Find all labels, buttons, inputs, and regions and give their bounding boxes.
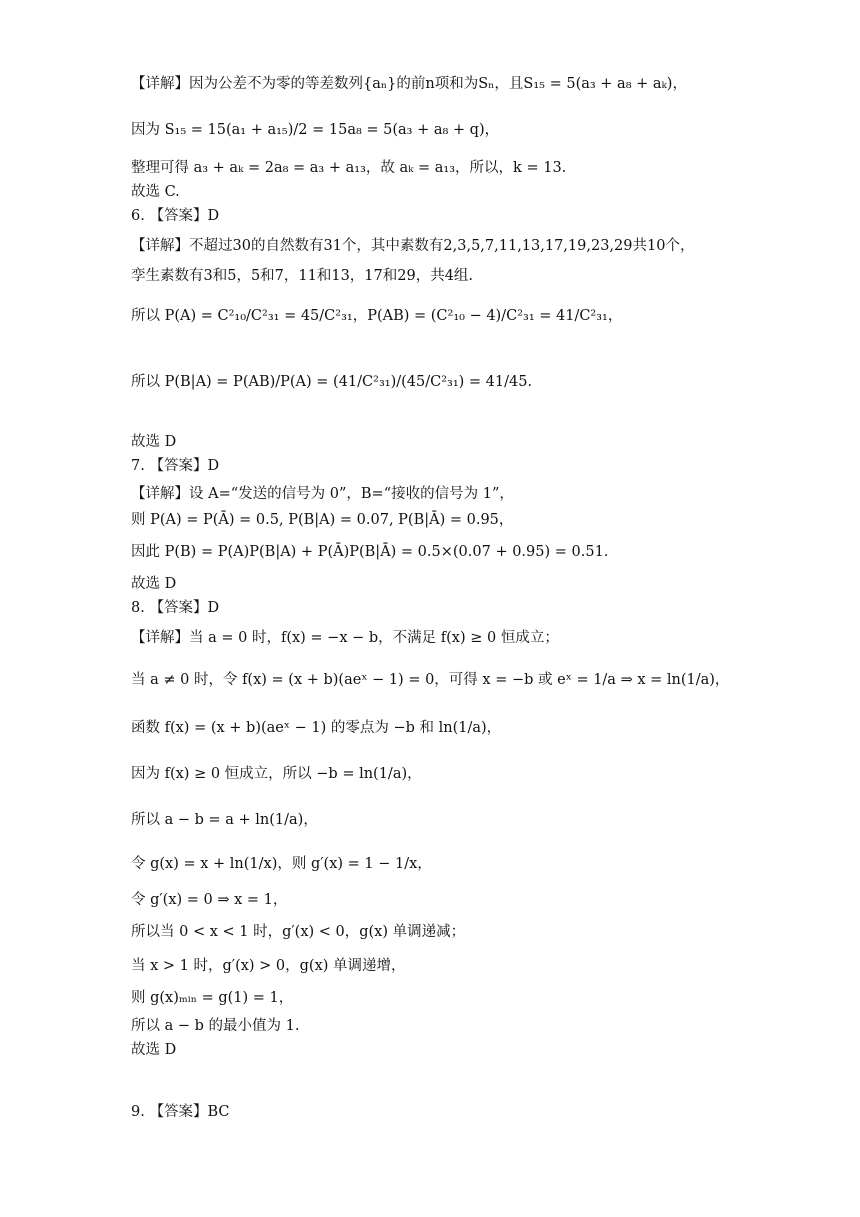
q7-answer: 7. 【答案】D (131, 458, 220, 474)
q8-detail-line-11: 所以 a − b 的最小值为 1. (131, 1018, 300, 1034)
q8-detail-line-1: 【详解】当 a = 0 时，f(x) = −x − b，不满足 f(x) ≥ 0 恒成立； (131, 630, 559, 646)
q5-choice: 故选 C. (131, 184, 180, 200)
q5-detail-line-3: 整理可得 a₃ + aₖ = 2a₈ = a₃ + a₁₃，故 aₖ = a₁₃，所以，k = 13. (131, 160, 567, 176)
q8-detail-line-8: 所以当 0 < x < 1 时，g′(x) < 0，g(x) 单调递减； (131, 924, 466, 940)
q6-detail-line-1: 【详解】不超过30的自然数有31个，其中素数有2,3,5,7,11,13,17,19,23,29共10个， (131, 238, 695, 254)
q6-answer: 6. 【答案】D (131, 208, 220, 224)
q8-detail-line-7: 令 g′(x) = 0 ⇒ x = 1， (131, 892, 288, 908)
q8-detail-line-4: 因为 f(x) ≥ 0 恒成立，所以 −b = ln(1/a)， (131, 766, 422, 782)
q8-detail-line-3: 函数 f(x) = (x + b)(aeˣ − 1) 的零点为 −b 和 ln(1/a)， (131, 720, 502, 736)
q8-detail-line-5: 所以 a − b = a + ln(1/a)， (131, 812, 318, 828)
q8-detail-line-2: 当 a ≠ 0 时，令 f(x) = (x + b)(aeˣ − 1) = 0，可得 x = −b 或 eˣ = 1/a ⇒ x = ln(1/a)， (131, 672, 730, 688)
q7-detail-line-3: 因此 P(B) = P(A)P(B|A) + P(Ā)P(B|Ā) = 0.5×(0.07 + 0.95) = 0.51. (131, 544, 609, 560)
q8-detail-line-9: 当 x > 1 时，g′(x) > 0，g(x) 单调递增， (131, 958, 406, 974)
q6-detail-line-2: 孪生素数有3和5，5和7，11和13，17和29，共4组. (131, 268, 474, 284)
q8-detail-line-6: 令 g(x) = x + ln(1/x)，则 g′(x) = 1 − 1/x， (131, 856, 432, 872)
q8-detail-line-10: 则 g(x)ₘᵢₙ = g(1) = 1， (131, 990, 294, 1006)
q7-detail-line-1: 【详解】设 A=“发送的信号为 0”，B=“接收的信号为 1”， (131, 486, 514, 502)
q7-choice: 故选 D (131, 576, 177, 592)
q8-choice: 故选 D (131, 1042, 177, 1058)
q7-detail-line-2: 则 P(A) = P(Ā) = 0.5, P(B|A) = 0.07, P(B|Ā) = 0.95， (131, 512, 514, 528)
q6-choice: 故选 D (131, 434, 177, 450)
q5-detail-line-1: 【详解】因为公差不为零的等差数列{aₙ}的前n项和为Sₙ，且S₁₅ = 5(a₃ + a₈ + aₖ)， (131, 76, 687, 92)
q6-detail-line-3: 所以 P(A) = C²₁₀/C²₃₁ = 45/C²₃₁，P(AB) = (C²₁₀ − 4)/C²₃₁ = 41/C²₃₁， (131, 308, 623, 324)
q6-detail-line-4: 所以 P(B|A) = P(AB)/P(A) = (41/C²₃₁)/(45/C²₃₁) = 41/45. (131, 374, 533, 390)
q5-detail-line-2: 因为 S₁₅ = 15(a₁ + a₁₅)/2 = 15a₈ = 5(a₃ + a₈ + q)， (131, 122, 500, 138)
q9-answer: 9. 【答案】BC (131, 1104, 230, 1120)
q8-answer: 8. 【答案】D (131, 600, 220, 616)
